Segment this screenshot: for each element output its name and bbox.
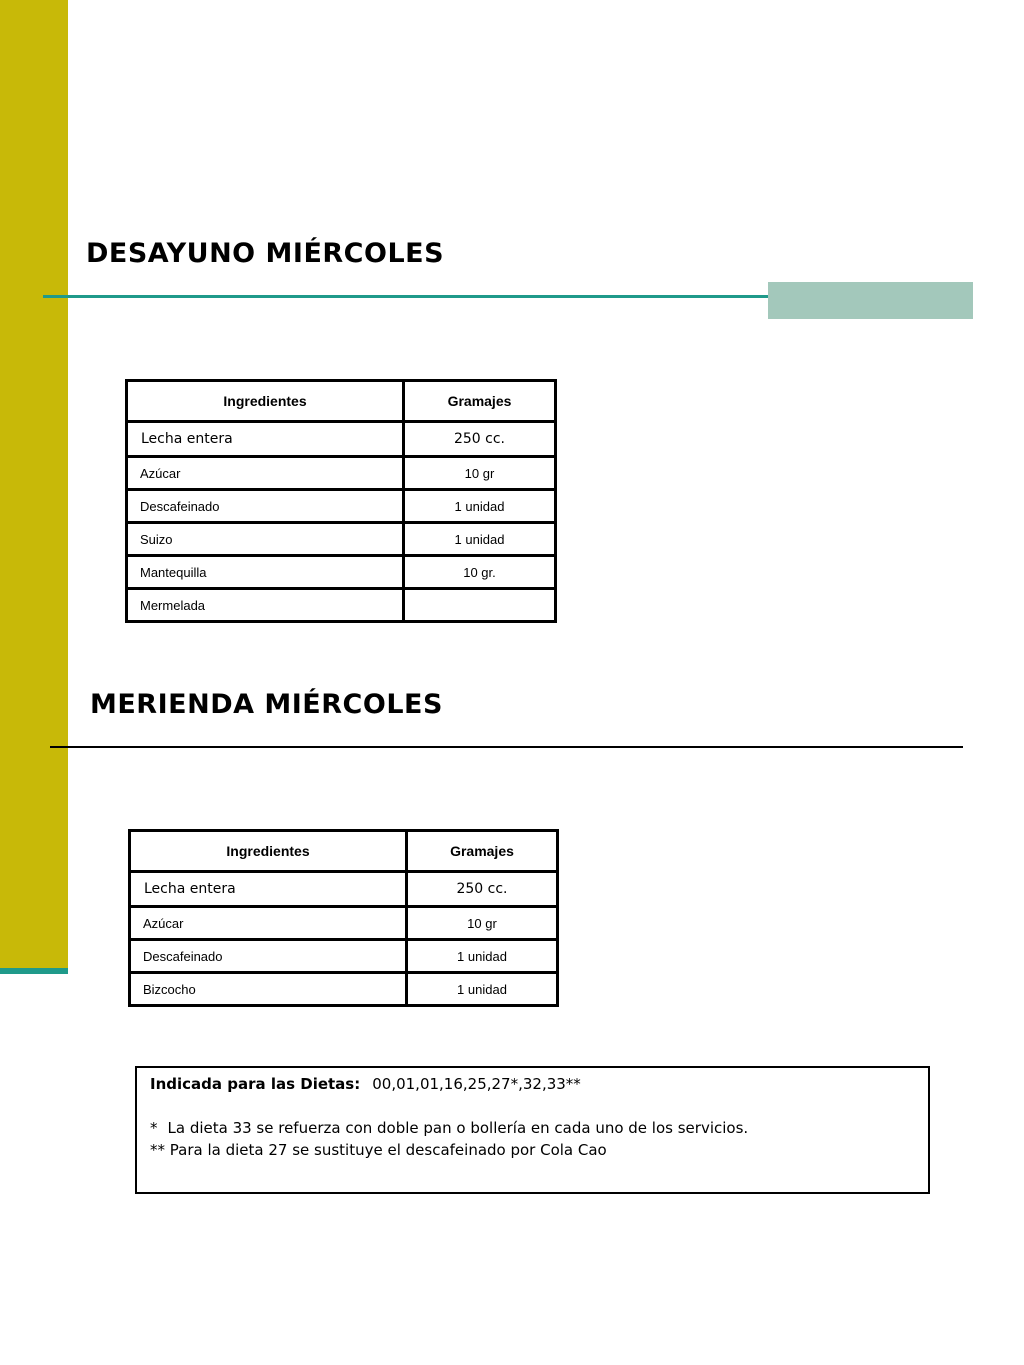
table-row (130, 940, 558, 973)
ingredient-amount: 250 cc. (404, 422, 556, 457)
ingredient-amount: 10 gr (404, 457, 556, 490)
table-row (127, 422, 556, 457)
table-row (127, 457, 556, 490)
ingredient-amount: 10 gr (407, 907, 558, 940)
ingredient-name: Azúcar (130, 907, 407, 940)
desayuno-title: DESAYUNO MIÉRCOLES (86, 238, 445, 269)
table-row (130, 907, 558, 940)
decorative-teal-block (768, 282, 973, 319)
ingredient-name: Lecha entera (127, 422, 404, 457)
ingredient-name: Azúcar (127, 457, 404, 490)
table-row (127, 589, 556, 622)
note-marker: ** (150, 1141, 165, 1159)
dieta-note-33 (150, 1119, 748, 1137)
ingredient-name: Mantequilla (127, 556, 404, 589)
left-accent-bar-foot (0, 968, 68, 974)
table-row (127, 490, 556, 523)
dietas-info-box (135, 1066, 930, 1194)
ingredient-name: Suizo (127, 523, 404, 556)
ingredient-amount: 1 unidad (404, 490, 556, 523)
note-text: La dieta 33 se refuerza con doble pan o bollería en cada uno de los servicios. (167, 1119, 749, 1137)
ingredient-amount: 1 unidad (407, 940, 558, 973)
table-row (127, 523, 556, 556)
table-row (130, 872, 558, 907)
table-header-row (127, 381, 556, 422)
ingredient-name: Descafeinado (130, 940, 407, 973)
note-text: Para la dieta 27 se sustituye el descafeinado por Cola Cao (169, 1141, 607, 1159)
ingredient-amount: 1 unidad (404, 523, 556, 556)
left-accent-bar (0, 0, 68, 968)
ingredient-name: Bizcocho (130, 973, 407, 1006)
note-marker: * (150, 1119, 158, 1137)
header-gramajes: Gramajes (407, 831, 558, 872)
ingredient-amount: 250 cc. (407, 872, 558, 907)
dieta-note-27 (150, 1141, 607, 1159)
merienda-title: MERIENDA MIÉRCOLES (90, 689, 443, 720)
ingredient-amount: 10 gr. (404, 556, 556, 589)
ingredient-amount: 1 unidad (407, 973, 558, 1006)
table-row (127, 556, 556, 589)
merienda-ingredients-table (128, 829, 559, 1007)
merienda-divider (50, 746, 963, 748)
table-row (130, 973, 558, 1006)
ingredient-amount (404, 589, 556, 622)
dietas-indicadas-line (150, 1075, 581, 1093)
header-ingredientes: Ingredientes (127, 381, 404, 422)
header-gramajes: Gramajes (404, 381, 556, 422)
ingredient-name: Mermelada (127, 589, 404, 622)
desayuno-ingredients-table (125, 379, 557, 623)
ingredient-name: Lecha entera (130, 872, 407, 907)
header-ingredientes: Ingredientes (130, 831, 407, 872)
dietas-label: Indicada para las Dietas: (150, 1075, 361, 1093)
dietas-value: 00,01,01,16,25,27*,32,33** (372, 1075, 581, 1093)
table-header-row (130, 831, 558, 872)
ingredient-name: Descafeinado (127, 490, 404, 523)
